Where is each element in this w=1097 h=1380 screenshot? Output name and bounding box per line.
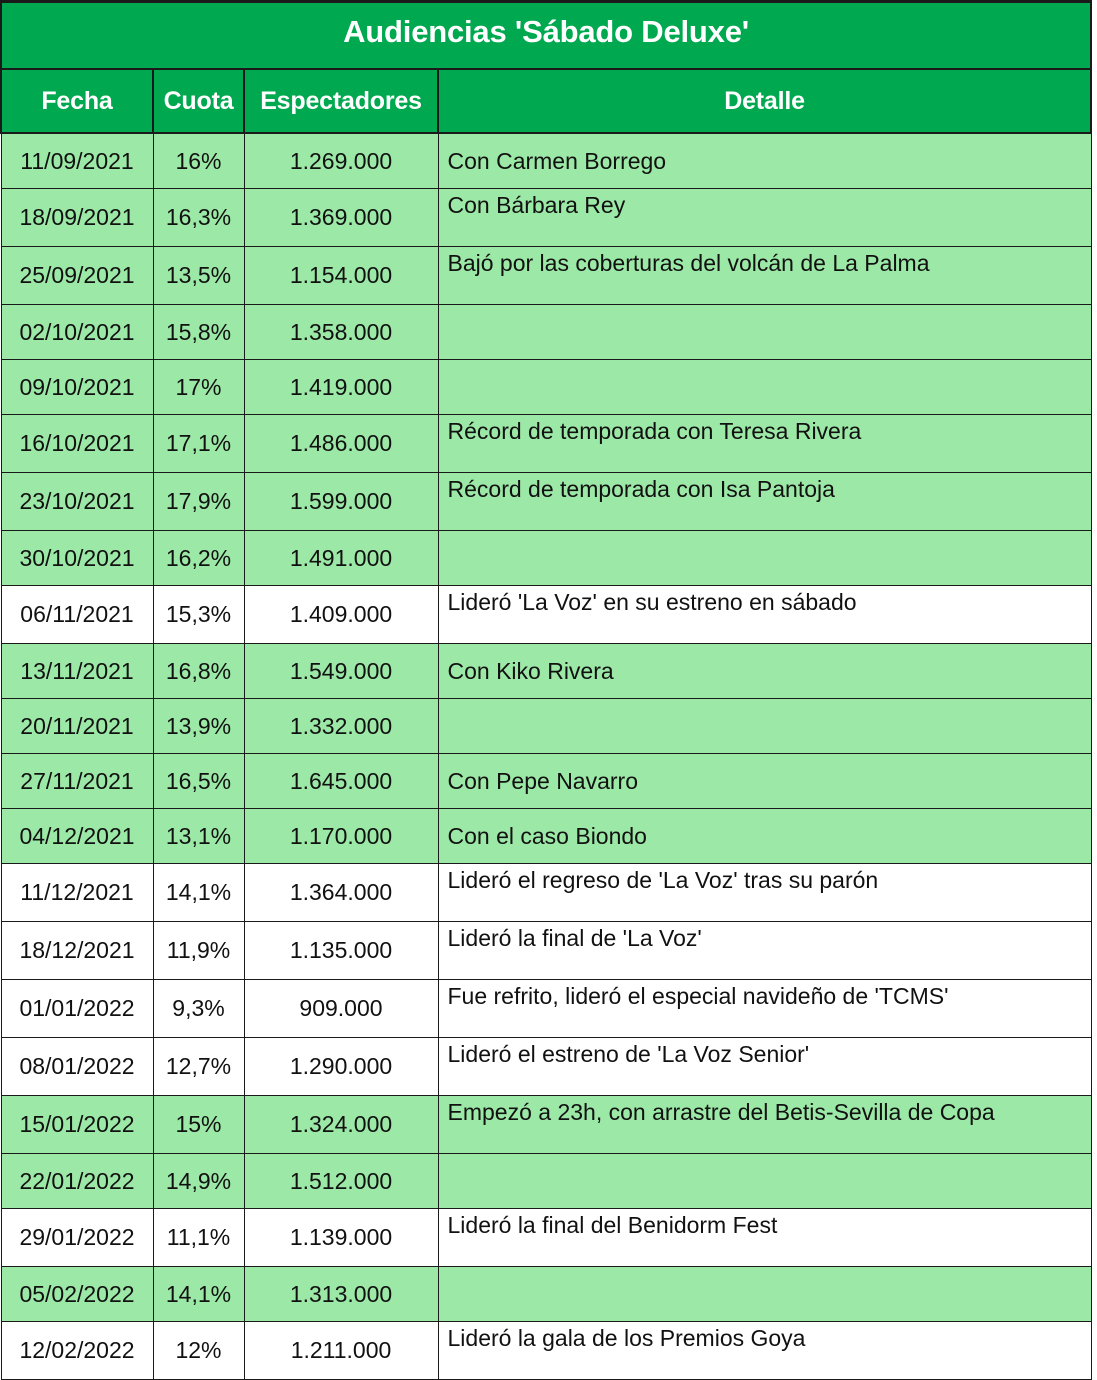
cell-espectadores: 1.332.000	[244, 699, 438, 754]
cell-fecha: 09/10/2021	[1, 360, 153, 415]
cell-cuota: 14,1%	[153, 864, 244, 922]
table-body	[1, 133, 1091, 1380]
cell-fecha: 11/09/2021	[1, 133, 153, 189]
cell-cuota: 16,3%	[153, 189, 244, 247]
table-row	[1, 1267, 1091, 1322]
cell-detalle: Lideró el regreso de 'La Voz' tras su parón	[438, 864, 1091, 922]
table-row	[1, 586, 1091, 644]
table-head	[1, 2, 1091, 134]
cell-fecha: 30/10/2021	[1, 531, 153, 586]
cell-detalle: Con Carmen Borrego	[438, 133, 1091, 189]
table-row	[1, 922, 1091, 980]
cell-fecha: 18/09/2021	[1, 189, 153, 247]
table-row	[1, 1154, 1091, 1209]
table-title: Audiencias 'Sábado Deluxe'	[1, 2, 1091, 70]
cell-espectadores: 1.170.000	[244, 809, 438, 864]
cell-cuota: 12,7%	[153, 1038, 244, 1096]
cell-fecha: 20/11/2021	[1, 699, 153, 754]
table-row	[1, 305, 1091, 360]
table-header-row	[1, 69, 1091, 133]
cell-espectadores: 1.512.000	[244, 1154, 438, 1209]
column-header-espectadores[interactable]: Espectadores	[244, 69, 438, 133]
cell-fecha: 15/01/2022	[1, 1096, 153, 1154]
cell-fecha: 01/01/2022	[1, 980, 153, 1038]
table-row	[1, 1038, 1091, 1096]
cell-fecha: 29/01/2022	[1, 1209, 153, 1267]
column-header-cuota[interactable]: Cuota	[153, 69, 244, 133]
cell-cuota: 15,3%	[153, 586, 244, 644]
cell-cuota: 16%	[153, 133, 244, 189]
cell-cuota: 17,1%	[153, 415, 244, 473]
cell-detalle: Con el caso Biondo	[438, 809, 1091, 864]
cell-fecha: 23/10/2021	[1, 473, 153, 531]
table-row	[1, 531, 1091, 586]
cell-cuota: 15%	[153, 1096, 244, 1154]
cell-detalle: Bajó por las coberturas del volcán de La Palma	[438, 247, 1091, 305]
cell-detalle: Con Bárbara Rey	[438, 189, 1091, 247]
table-row	[1, 189, 1091, 247]
cell-detalle	[438, 360, 1091, 415]
cell-detalle: Fue refrito, lideró el especial navideño de 'TCMS'	[438, 980, 1091, 1038]
cell-espectadores: 1.269.000	[244, 133, 438, 189]
cell-cuota: 17%	[153, 360, 244, 415]
table-row	[1, 1322, 1091, 1380]
cell-fecha: 25/09/2021	[1, 247, 153, 305]
cell-espectadores: 909.000	[244, 980, 438, 1038]
cell-detalle: Lideró el estreno de 'La Voz Senior'	[438, 1038, 1091, 1096]
cell-espectadores: 1.139.000	[244, 1209, 438, 1267]
table-row	[1, 809, 1091, 864]
cell-fecha: 08/01/2022	[1, 1038, 153, 1096]
cell-cuota: 12%	[153, 1322, 244, 1380]
table-row	[1, 644, 1091, 699]
cell-fecha: 12/02/2022	[1, 1322, 153, 1380]
cell-cuota: 9,3%	[153, 980, 244, 1038]
table-row	[1, 415, 1091, 473]
cell-detalle: Empezó a 23h, con arrastre del Betis-Sevilla de Copa	[438, 1096, 1091, 1154]
cell-detalle	[438, 699, 1091, 754]
cell-espectadores: 1.211.000	[244, 1322, 438, 1380]
cell-cuota: 13,5%	[153, 247, 244, 305]
cell-detalle: Récord de temporada con Teresa Rivera	[438, 415, 1091, 473]
cell-fecha: 13/11/2021	[1, 644, 153, 699]
cell-detalle	[438, 1267, 1091, 1322]
cell-cuota: 15,8%	[153, 305, 244, 360]
table-row	[1, 980, 1091, 1038]
cell-espectadores: 1.409.000	[244, 586, 438, 644]
table-row	[1, 133, 1091, 189]
cell-detalle: Récord de temporada con Isa Pantoja	[438, 473, 1091, 531]
cell-cuota: 13,9%	[153, 699, 244, 754]
cell-fecha: 27/11/2021	[1, 754, 153, 809]
cell-espectadores: 1.419.000	[244, 360, 438, 415]
cell-fecha: 16/10/2021	[1, 415, 153, 473]
cell-espectadores: 1.491.000	[244, 531, 438, 586]
cell-cuota: 13,1%	[153, 809, 244, 864]
cell-fecha: 04/12/2021	[1, 809, 153, 864]
cell-cuota: 14,1%	[153, 1267, 244, 1322]
cell-espectadores: 1.599.000	[244, 473, 438, 531]
cell-detalle	[438, 531, 1091, 586]
cell-detalle	[438, 1154, 1091, 1209]
cell-espectadores: 1.549.000	[244, 644, 438, 699]
cell-detalle: Lideró la gala de los Premios Goya	[438, 1322, 1091, 1380]
table-row	[1, 473, 1091, 531]
cell-fecha: 22/01/2022	[1, 1154, 153, 1209]
table-row	[1, 247, 1091, 305]
cell-detalle	[438, 305, 1091, 360]
cell-detalle: Lideró 'La Voz' en su estreno en sábado	[438, 586, 1091, 644]
table-row	[1, 864, 1091, 922]
cell-cuota: 16,8%	[153, 644, 244, 699]
table-row	[1, 699, 1091, 754]
cell-cuota: 17,9%	[153, 473, 244, 531]
column-header-fecha[interactable]: Fecha	[1, 69, 153, 133]
table-row	[1, 1096, 1091, 1154]
cell-detalle: Lideró la final de 'La Voz'	[438, 922, 1091, 980]
cell-espectadores: 1.358.000	[244, 305, 438, 360]
cell-cuota: 11,1%	[153, 1209, 244, 1267]
cell-fecha: 11/12/2021	[1, 864, 153, 922]
cell-espectadores: 1.369.000	[244, 189, 438, 247]
table-row	[1, 360, 1091, 415]
cell-detalle: Con Kiko Rivera	[438, 644, 1091, 699]
cell-cuota: 16,5%	[153, 754, 244, 809]
cell-espectadores: 1.154.000	[244, 247, 438, 305]
table-title-row	[1, 2, 1091, 70]
table-row	[1, 1209, 1091, 1267]
cell-fecha: 18/12/2021	[1, 922, 153, 980]
cell-espectadores: 1.290.000	[244, 1038, 438, 1096]
cell-espectadores: 1.313.000	[244, 1267, 438, 1322]
cell-cuota: 16,2%	[153, 531, 244, 586]
cell-espectadores: 1.324.000	[244, 1096, 438, 1154]
cell-espectadores: 1.645.000	[244, 754, 438, 809]
cell-detalle: Lideró la final del Benidorm Fest	[438, 1209, 1091, 1267]
cell-cuota: 11,9%	[153, 922, 244, 980]
cell-detalle: Con Pepe Navarro	[438, 754, 1091, 809]
cell-espectadores: 1.364.000	[244, 864, 438, 922]
cell-espectadores: 1.135.000	[244, 922, 438, 980]
column-header-detalle[interactable]: Detalle	[438, 69, 1091, 133]
cell-fecha: 05/02/2022	[1, 1267, 153, 1322]
cell-fecha: 02/10/2021	[1, 305, 153, 360]
cell-cuota: 14,9%	[153, 1154, 244, 1209]
cell-fecha: 06/11/2021	[1, 586, 153, 644]
table-row	[1, 754, 1091, 809]
cell-espectadores: 1.486.000	[244, 415, 438, 473]
